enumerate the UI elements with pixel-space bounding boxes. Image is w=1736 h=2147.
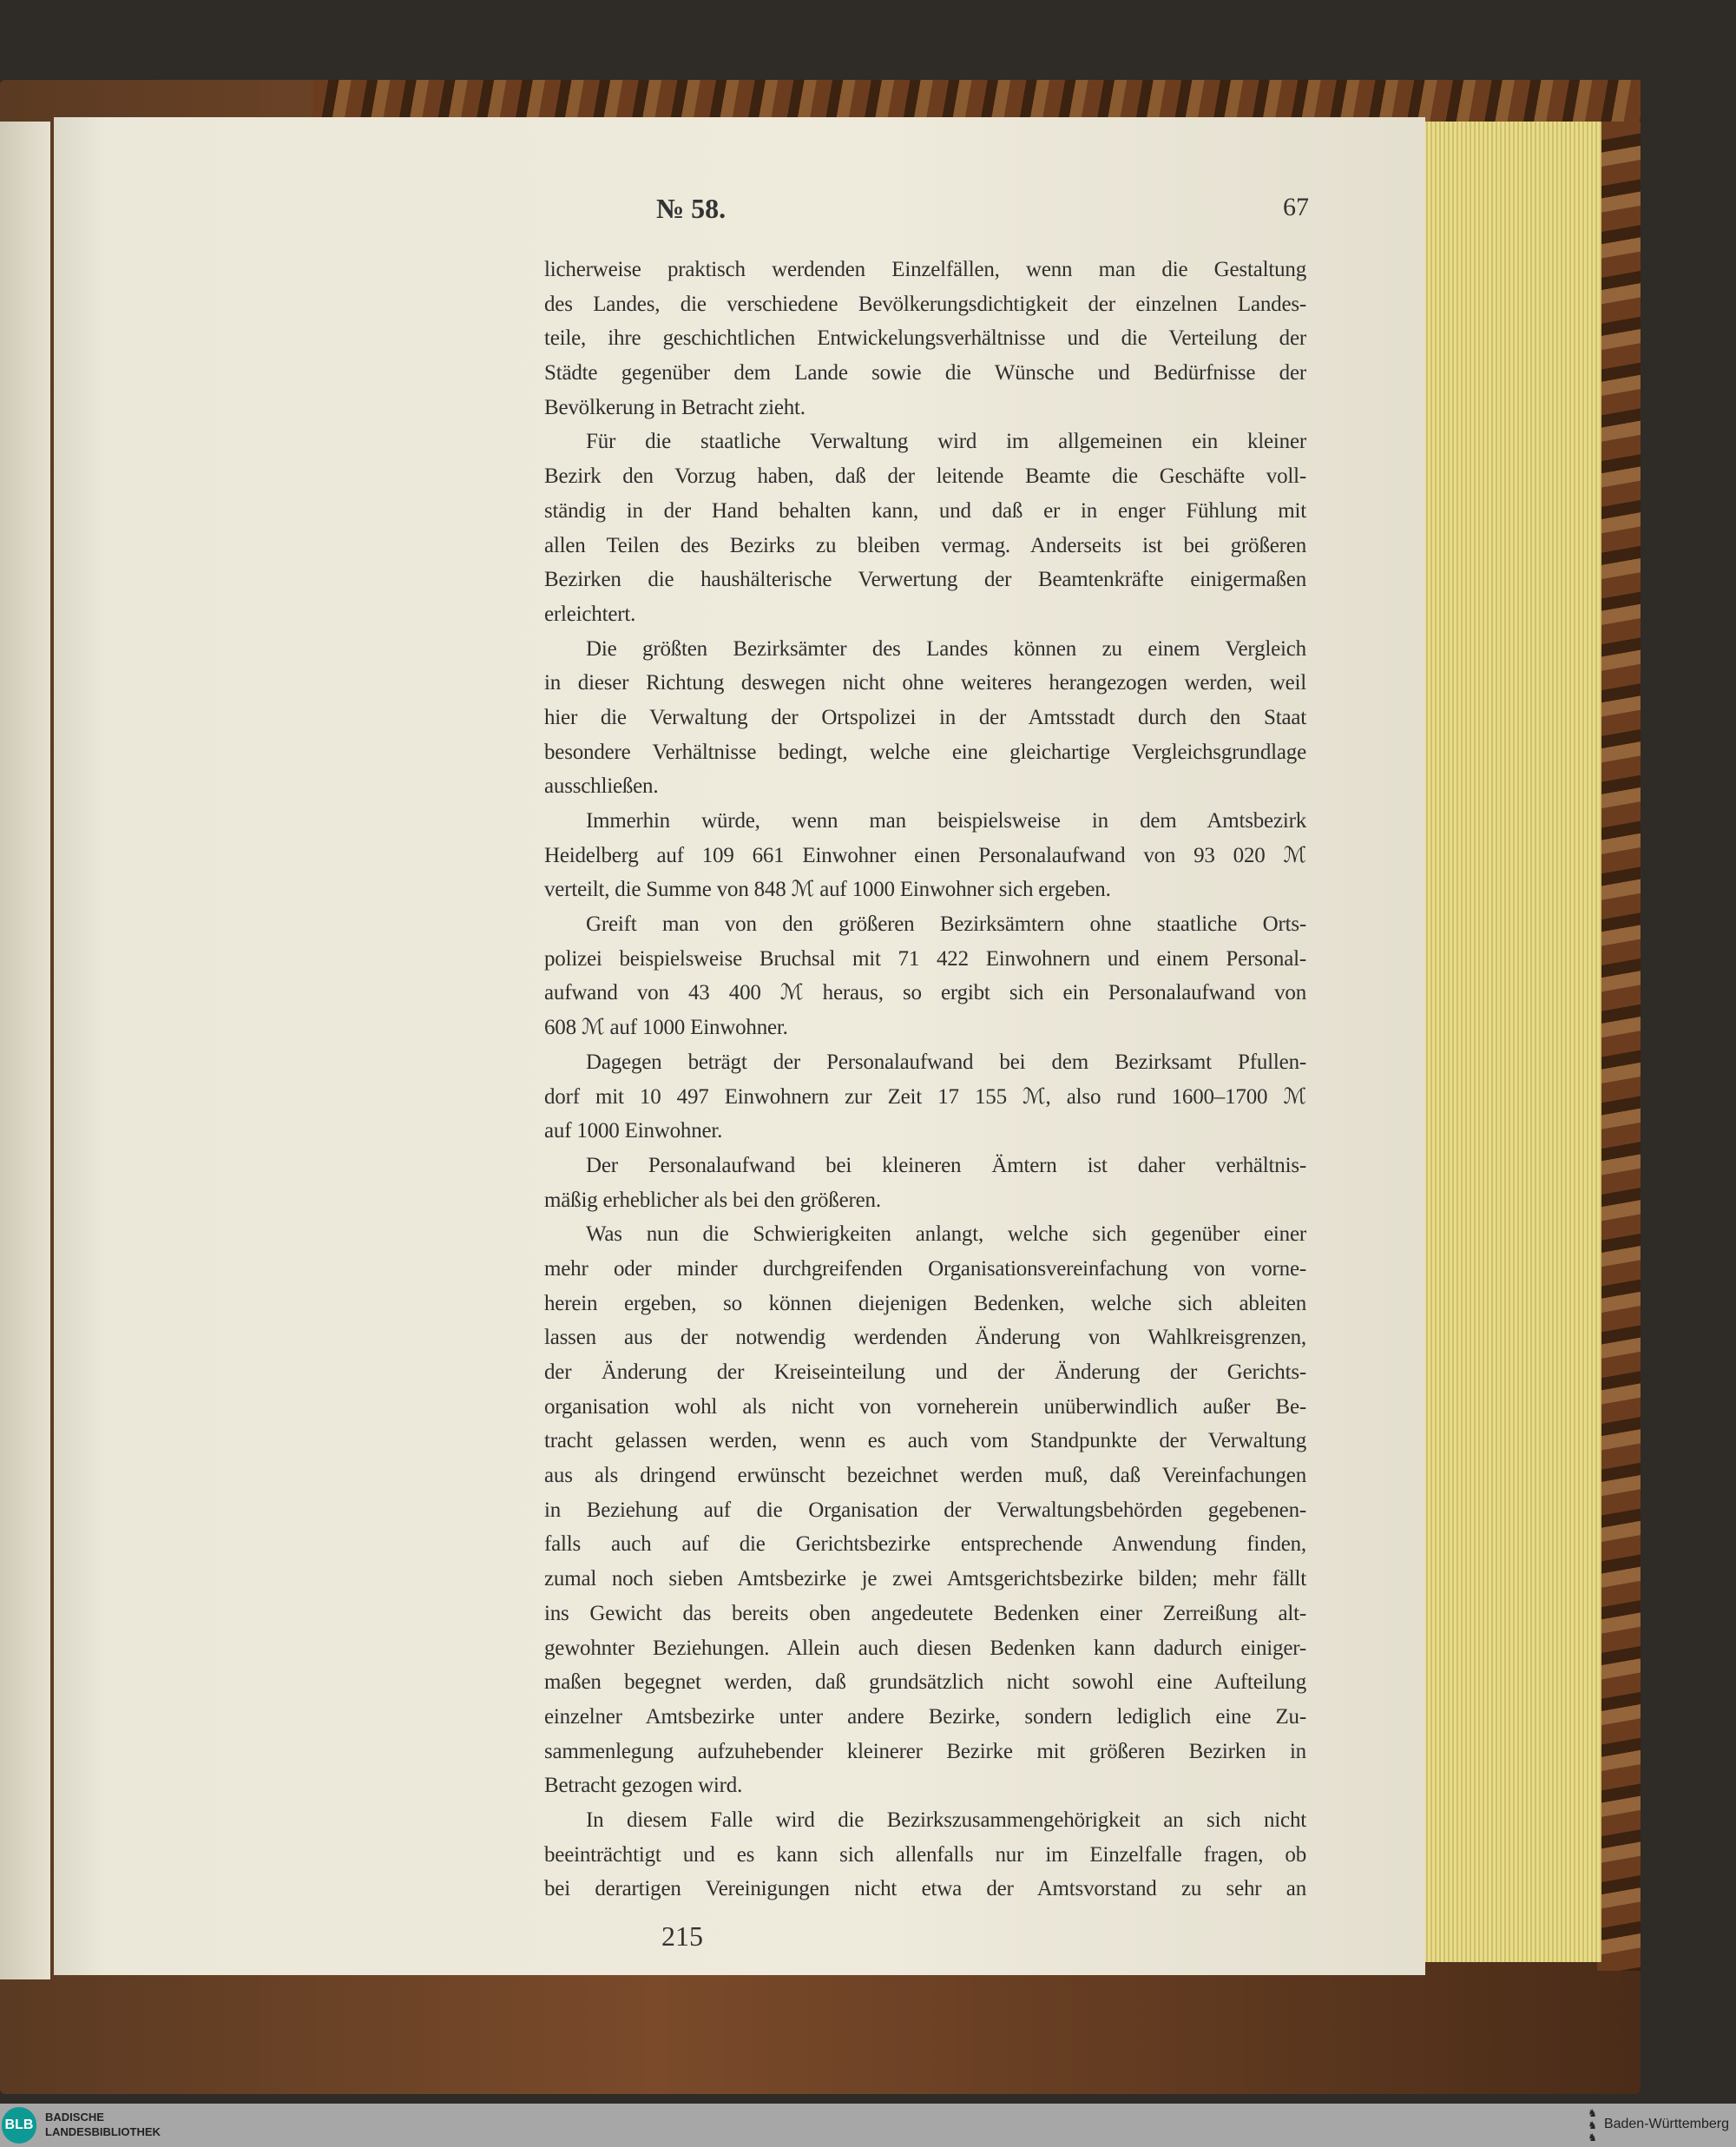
state-name[interactable]: Baden-Württemberg (1603, 2117, 1729, 2131)
text-line: In diesem Falle wird die Bezirkszusammengehörigkeit an sich nicht (586, 1808, 1306, 1832)
text-line: aus als dringend erwünscht bezeichnet werden muß, daß Vereinfachungen (544, 1464, 1306, 1488)
text-line: Bezirken die haushälterische Verwertung der Beamtenkräfte einigermaßen (544, 568, 1306, 592)
text-line: Was nun die Schwierigkeiten anlangt, welche sich gegenüber einer (586, 1222, 1306, 1247)
library-name-line1: BADISCHE (45, 2111, 104, 2124)
text-line: Immerhin würde, wenn man beispielsweise in dem Amtsbezirk (586, 809, 1306, 833)
text-line: polizei beispielsweise Bruchsal mit 71 422 Einwohnern und einem Personal- (544, 946, 1306, 971)
text-line: Der Personalaufwand bei kleineren Ämtern ist daher verhältnis- (586, 1153, 1306, 1177)
text-line: sammenlegung aufzuhebender kleinerer Bezirke mit größeren Bezirken in (544, 1739, 1306, 1763)
document-number: № 58. (656, 193, 727, 224)
library-name-line2: LANDESBIBLIOTHEK (45, 2125, 161, 2138)
text-line: Bezirk den Vorzug haben, daß der leitende Beamte die Geschäfte voll- (544, 464, 1306, 489)
text-line: in dieser Richtung deswegen nicht ohne weiteres herangezogen werden, weil (544, 671, 1306, 695)
text-line: licherweise praktisch werdenden Einzelfällen, wenn man die Gestaltung (544, 258, 1306, 281)
text-line: erleichtert. (544, 602, 636, 626)
text-line: zumal noch sieben Amtsbezirke je zwei Amtsgerichtsbezirke bilden; mehr fällt (544, 1567, 1306, 1591)
footer-bar (0, 2104, 1736, 2147)
text-line: Städte gegenüber dem Lande sowie die Wünsche und Bedürfnisse der (544, 361, 1306, 385)
text-line: ins Gewicht das bereits oben angedeutete Bedenken einer Zerreißung alt- (544, 1601, 1306, 1625)
text-line: der Änderung der Kreiseinteilung und der Änderung der Gerichts- (544, 1360, 1306, 1384)
blb-logo[interactable] (2, 2107, 36, 2144)
text-line: Für die staatliche Verwaltung wird im allgemeinen ein kleiner (586, 430, 1306, 454)
text-line: mehr oder minder durchgreifenden Organisationsvereinfachung von vorne- (544, 1256, 1306, 1281)
text-line: aufwand von 43 400 ℳ heraus, so ergibt sich ein Personalaufwand von (544, 981, 1306, 1005)
text-line: Betracht gezogen wird. (544, 1774, 743, 1798)
sheet-number: 215 (661, 1920, 703, 1952)
text-line: teile, ihre geschichtlichen Entwickelungsverhältnisse und die Verteilung der (544, 326, 1306, 351)
page-number: 67 (1283, 193, 1309, 221)
text-line: Greift man von den größeren Bezirksämtern ohne staatliche Orts- (586, 912, 1306, 937)
text-line: lassen aus der notwendig werdenden Änderung von Wahlkreisgrenzen, (544, 1326, 1306, 1350)
text-line: organisation wohl als nicht von vorneherein unüberwindlich außer Be- (544, 1394, 1306, 1419)
text-line: in Beziehung auf die Organisation der Verwaltungsbehörden gegebenen- (544, 1498, 1306, 1522)
text-line: Bevölkerung in Betracht zieht. (544, 395, 806, 419)
text-line: mäßig erheblicher als bei den größeren. (544, 1188, 881, 1212)
text-line: maßen begegnet werden, daß grundsätzlich nicht sowohl eine Aufteilung (544, 1670, 1306, 1695)
body-text (544, 253, 1306, 1907)
text-line: gewohnter Beziehungen. Allein auch diesen Bedenken kann dadurch einiger- (544, 1636, 1306, 1660)
text-line: ständig in der Hand behalten kann, und daß er in enger Fühlung mit (544, 498, 1306, 523)
text-line: Dagegen beträgt der Personalaufwand bei dem Bezirksamt Pfullen- (586, 1050, 1306, 1074)
text-line: bei derartigen Vereinigungen nicht etwa der Amtsvorstand zu sehr an (544, 1877, 1306, 1901)
text-line: Die größten Bezirksämter des Landes können zu einem Vergleich (586, 636, 1306, 661)
text-line: hier die Verwaltung der Ortspolizei in der Amtsstadt durch den Staat (544, 705, 1306, 729)
lions-coat-of-arms-icon: ♞ ♞ ♞ (1588, 2107, 1597, 2144)
text-line: ausschließen. (544, 774, 659, 799)
text-line: herein ergeben, so können diejenigen Bedenken, welche sich ableiten (544, 1291, 1306, 1315)
library-name (45, 2110, 161, 2139)
text-line: besondere Verhältnisse bedingt, welche eine gleichartige Vergleichsgrundlage (544, 740, 1306, 764)
text-line: beeinträchtigt und es kann sich allenfalls nur im Einzelfalle fragen, ob (544, 1842, 1306, 1867)
left-page-edge (0, 122, 50, 1979)
text-line: allen Teilen des Bezirks zu bleiben vermag. Anderseits ist bei größeren (544, 533, 1306, 557)
text-line: tracht gelassen werden, wenn es auch vom Standpunkte der Verwaltung (544, 1429, 1306, 1453)
text-line: des Landes, die verschiedene Bevölkerungsdichtigkeit der einzelnen Landes- (544, 292, 1306, 316)
marbled-cover-right (1597, 122, 1641, 1971)
text-line: Heidelberg auf 109 661 Einwohner einen Personalaufwand von 93 020 ℳ (544, 843, 1306, 867)
blb-logo-text: BLB (4, 2117, 34, 2132)
text-line: auf 1000 Einwohner. (544, 1119, 723, 1143)
text-line: 608 ℳ auf 1000 Einwohner. (544, 1016, 788, 1040)
text-line: dorf mit 10 497 Einwohnern zur Zeit 17 155 ℳ, also rund 1600–1700 ℳ (544, 1084, 1306, 1109)
text-line: einzelner Amtsbezirke unter andere Bezirke, sondern lediglich eine Zu- (544, 1704, 1306, 1729)
text-line: verteilt, die Summe von 848 ℳ auf 1000 Einwohner sich ergeben. (544, 878, 1111, 902)
text-line: falls auch auf die Gerichtsbezirke entsprechende Anwendung finden, (544, 1532, 1306, 1557)
